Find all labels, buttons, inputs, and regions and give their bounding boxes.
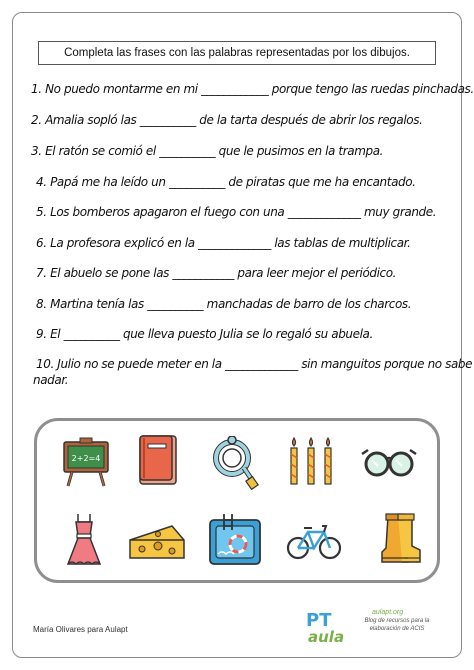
sentence-3: 3. El ratón se comió el __________ que le pusimos en la trampa. bbox=[31, 144, 384, 158]
sentence-4: 4. Papá me ha leído un __________ de piratas que me ha encantado. bbox=[36, 175, 416, 189]
sentence-10: 10. Julio no se puede meter en la _____________ sin manguitos porque no sabe bbox=[36, 357, 473, 371]
hose-icon bbox=[208, 436, 260, 490]
sentence-5: 5. Los bomberos apagaron el fuego con una _____________ muy grande. bbox=[36, 205, 437, 219]
instructions-text: Completa las frases con las palabras representadas por los dibujos. bbox=[64, 47, 410, 59]
sentence-6: 6. La profesora explicó en la _____________ las tablas de multiplicar. bbox=[36, 236, 411, 250]
instructions-box bbox=[38, 41, 436, 65]
book-icon bbox=[136, 434, 182, 488]
blackboard-icon bbox=[60, 436, 112, 488]
boots-icon bbox=[374, 512, 424, 566]
sentence-9: 9. El __________ que lleva puesto Julia se lo regaló su abuela. bbox=[36, 327, 373, 341]
logo-word: aula bbox=[308, 628, 345, 646]
blackboard-text: 2+2=4 bbox=[71, 454, 101, 463]
logo-letters: PT bbox=[306, 610, 332, 631]
sentence-1: 1. No puedo montarme en mi ____________ porque tengo las ruedas pinchadas. bbox=[31, 82, 474, 96]
footer-author: María Olivares para Aulapt bbox=[33, 625, 128, 634]
pool-icon bbox=[208, 512, 262, 566]
sentence-10-continued: nadar. bbox=[33, 373, 69, 387]
candles-icon bbox=[286, 434, 336, 488]
sentence-8: 8. Martina tenía las __________ manchadas de barro de los charcos. bbox=[36, 297, 412, 311]
glasses-icon bbox=[360, 446, 418, 482]
cheese-icon bbox=[128, 522, 186, 564]
sentence-7: 7. El abuelo se pone las ___________ para leer mejor el periódico. bbox=[36, 266, 397, 280]
sentence-2: 2. Amalia sopló las __________ de la tarta después de abrir los regalos. bbox=[31, 113, 423, 127]
dress-icon bbox=[64, 512, 104, 568]
aulapt-logo bbox=[304, 606, 348, 646]
logo-tagline: Blog de recursos para la elaboración de ACIS bbox=[364, 618, 430, 632]
bicycle-icon bbox=[286, 522, 342, 560]
logo-url[interactable]: aulapt.org bbox=[372, 609, 404, 616]
